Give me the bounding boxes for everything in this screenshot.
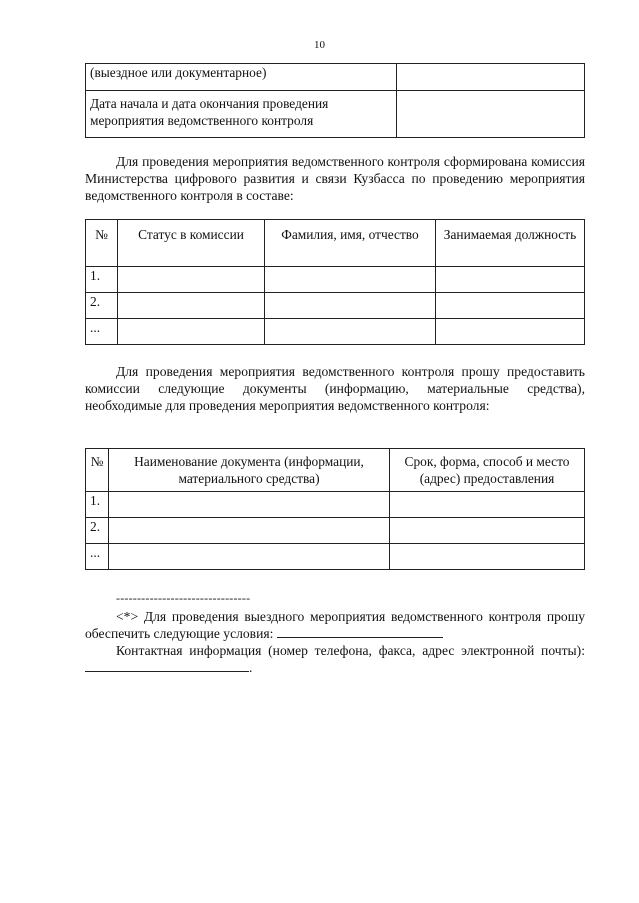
column-header: Срок, форма, способ и место (адрес) предоставления (390, 449, 585, 492)
table-row (86, 319, 585, 345)
column-header: Статус в комиссии (118, 220, 265, 267)
table-header-row (86, 220, 585, 267)
commission-table (85, 219, 585, 345)
table-cell: 1. (86, 267, 118, 293)
table-cell (118, 267, 265, 293)
table-row (86, 267, 585, 293)
table-cell (436, 267, 585, 293)
page-number: 10 (314, 39, 325, 51)
documents-table (85, 448, 585, 570)
footnote-end-mark: . (249, 660, 253, 675)
footnote-separator: -------------------------------- (116, 591, 251, 605)
table-cell (436, 293, 585, 319)
table-cell: 2. (86, 293, 118, 319)
inspection-info-table (85, 63, 585, 138)
table-cell (390, 518, 585, 544)
table-cell: ... (86, 544, 109, 570)
conditions-blank-line (277, 625, 443, 638)
table-row (86, 64, 585, 91)
paragraph-text: Для проведения мероприятия ведомственного контроля прошу предоставить комиссии следующие документы (информацию, материальные средства), необходимые для проведения мероприятия ведомственного контроля: (85, 364, 585, 413)
footnote-line (85, 642, 585, 676)
table-row (86, 544, 585, 570)
table-cell (109, 544, 390, 570)
footnote-text: Контактная информация (номер телефона, факса, адрес электронной почты): (116, 643, 585, 658)
table-cell (265, 319, 436, 345)
table-cell (118, 293, 265, 319)
table-cell: Дата начала и дата окончания проведения мероприятия ведомственного контроля (86, 91, 397, 138)
commission-paragraph (85, 153, 585, 204)
table-cell (265, 293, 436, 319)
column-header: Фамилия, имя, отчество (265, 220, 436, 267)
table-cell (390, 544, 585, 570)
table-cell (397, 91, 585, 138)
column-header: Наименование документа (информации, материального средства) (109, 449, 390, 492)
column-header: № (86, 220, 118, 267)
table-header-row (86, 449, 585, 492)
table-cell (265, 267, 436, 293)
table-cell: (выездное или документарное) (86, 64, 397, 91)
documents-request-paragraph (85, 363, 585, 414)
table-row (86, 492, 585, 518)
column-header: № (86, 449, 109, 492)
table-cell (390, 492, 585, 518)
table-cell: ... (86, 319, 118, 345)
table-cell: 2. (86, 518, 109, 544)
table-cell (118, 319, 265, 345)
table-row (86, 293, 585, 319)
table-cell: 1. (86, 492, 109, 518)
footnote (85, 608, 585, 676)
column-header: Занимаемая должность (436, 220, 585, 267)
table-row (86, 91, 585, 138)
table-cell (397, 64, 585, 91)
footnote-text: <*> Для проведения выездного мероприятия ведомственного контроля прошу обеспечить следующие условия: (85, 609, 585, 641)
paragraph-text: Для проведения мероприятия ведомственного контроля сформирована комиссия Министерства цифрового развития и связи Кузбасса по проведению мероприятия ведомственного контроля в составе: (85, 154, 585, 203)
table-cell (109, 492, 390, 518)
table-cell (109, 518, 390, 544)
table-cell (436, 319, 585, 345)
contact-blank-line (85, 659, 249, 672)
footnote-line (85, 608, 585, 642)
table-row (86, 518, 585, 544)
